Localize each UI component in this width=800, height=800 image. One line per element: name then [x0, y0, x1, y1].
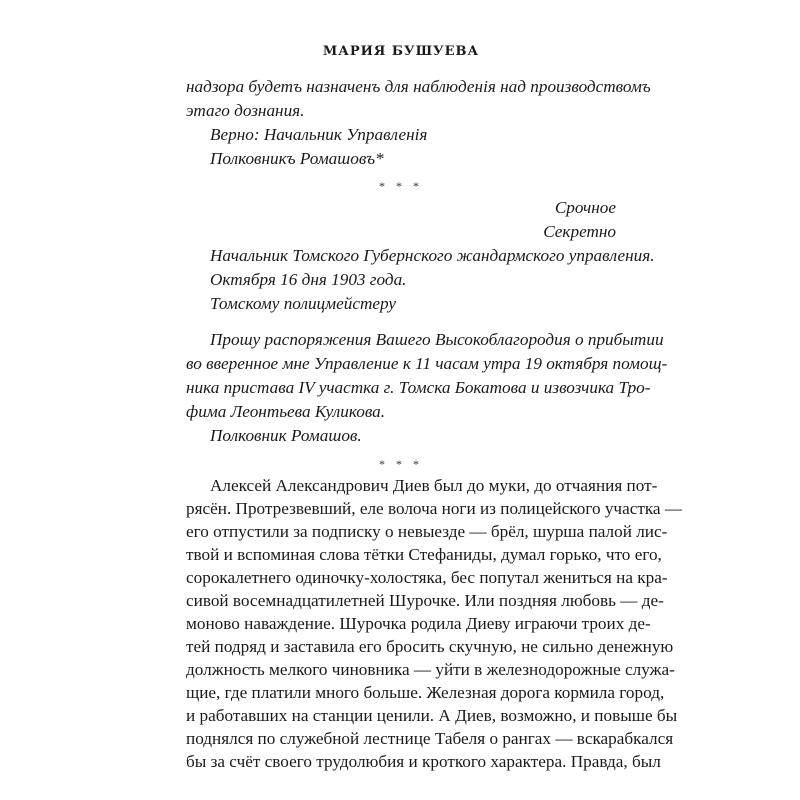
text-line: поднялся по служебной лестнице Табеля о рангах — вскарабкался — [186, 729, 674, 748]
text-line: моново наваждение. Шурочка родила Диеву играючи троих де- — [186, 614, 651, 633]
signature-line: Верно: Начальник Управленія — [210, 125, 428, 144]
document-header-line: Томскому полицмейстеру — [210, 294, 396, 313]
text-line: и работавших на станции ценили. А Диев, возможно, и повыше бы — [186, 706, 678, 725]
text-line: ника пристава IV участка г. Томска Бокатова и извозчика Тро- — [186, 378, 651, 397]
text-line: должность мелкого чиновника — уйти в железнодорожные служа- — [186, 660, 675, 679]
text-line: сорокалетнего одиночку-холостяка, бес попутал жениться на кра- — [186, 568, 668, 587]
text-line: его отпустили за подписку о невыезде — брёл, шурша палой лис- — [186, 522, 668, 541]
document-header-line: Октября 16 дня 1903 года. — [210, 270, 407, 289]
text-line: фима Леонтьева Куликова. — [186, 402, 386, 421]
text-line: твой и вспоминая слова тётки Стефаниды, думал горько, что его, — [186, 545, 662, 564]
text-line: надзора будетъ назначенъ для наблюденія над производствомъ — [186, 77, 651, 96]
text-line: Алексей Александрович Диев был до муки, до отчаяния пот- — [210, 476, 658, 495]
signature-line: Полковник Ромашов. — [210, 426, 362, 445]
classification-line: Срочное — [554, 198, 616, 217]
classification-line: Секретно — [543, 222, 616, 241]
text-line: рясён. Протрезвевший, еле волоча ноги из полицейского участка — — [186, 499, 683, 518]
section-separator: * * * — [379, 457, 423, 471]
text-line: тей подряд и заставила его бросить скучную, не сильно денежную — [186, 637, 674, 656]
section-separator: * * * — [379, 179, 423, 193]
text-line: Прошу распоряжения Вашего Высокоблагородия о прибытии — [210, 330, 664, 349]
text-line: щие, где платили много больше. Железная дорога кормила город, — [186, 683, 665, 702]
document-header-line: Начальник Томского Губернского жандармского управления. — [210, 246, 655, 265]
text-line: сивой восемнадцатилетней Шурочке. Или поздняя любовь — де- — [186, 591, 664, 610]
text-line: бы за счёт своего трудолюбия и кроткого характера. Правда, был — [186, 752, 661, 771]
signature-line: Полковникъ Ромашовъ* — [210, 149, 384, 168]
running-head: МАРИЯ БУШУЕВА — [322, 44, 480, 59]
text-line: во вверенное мне Управление к 11 часам утра 19 октября помощ- — [186, 354, 668, 373]
text-line: этаго дознания. — [186, 101, 305, 120]
